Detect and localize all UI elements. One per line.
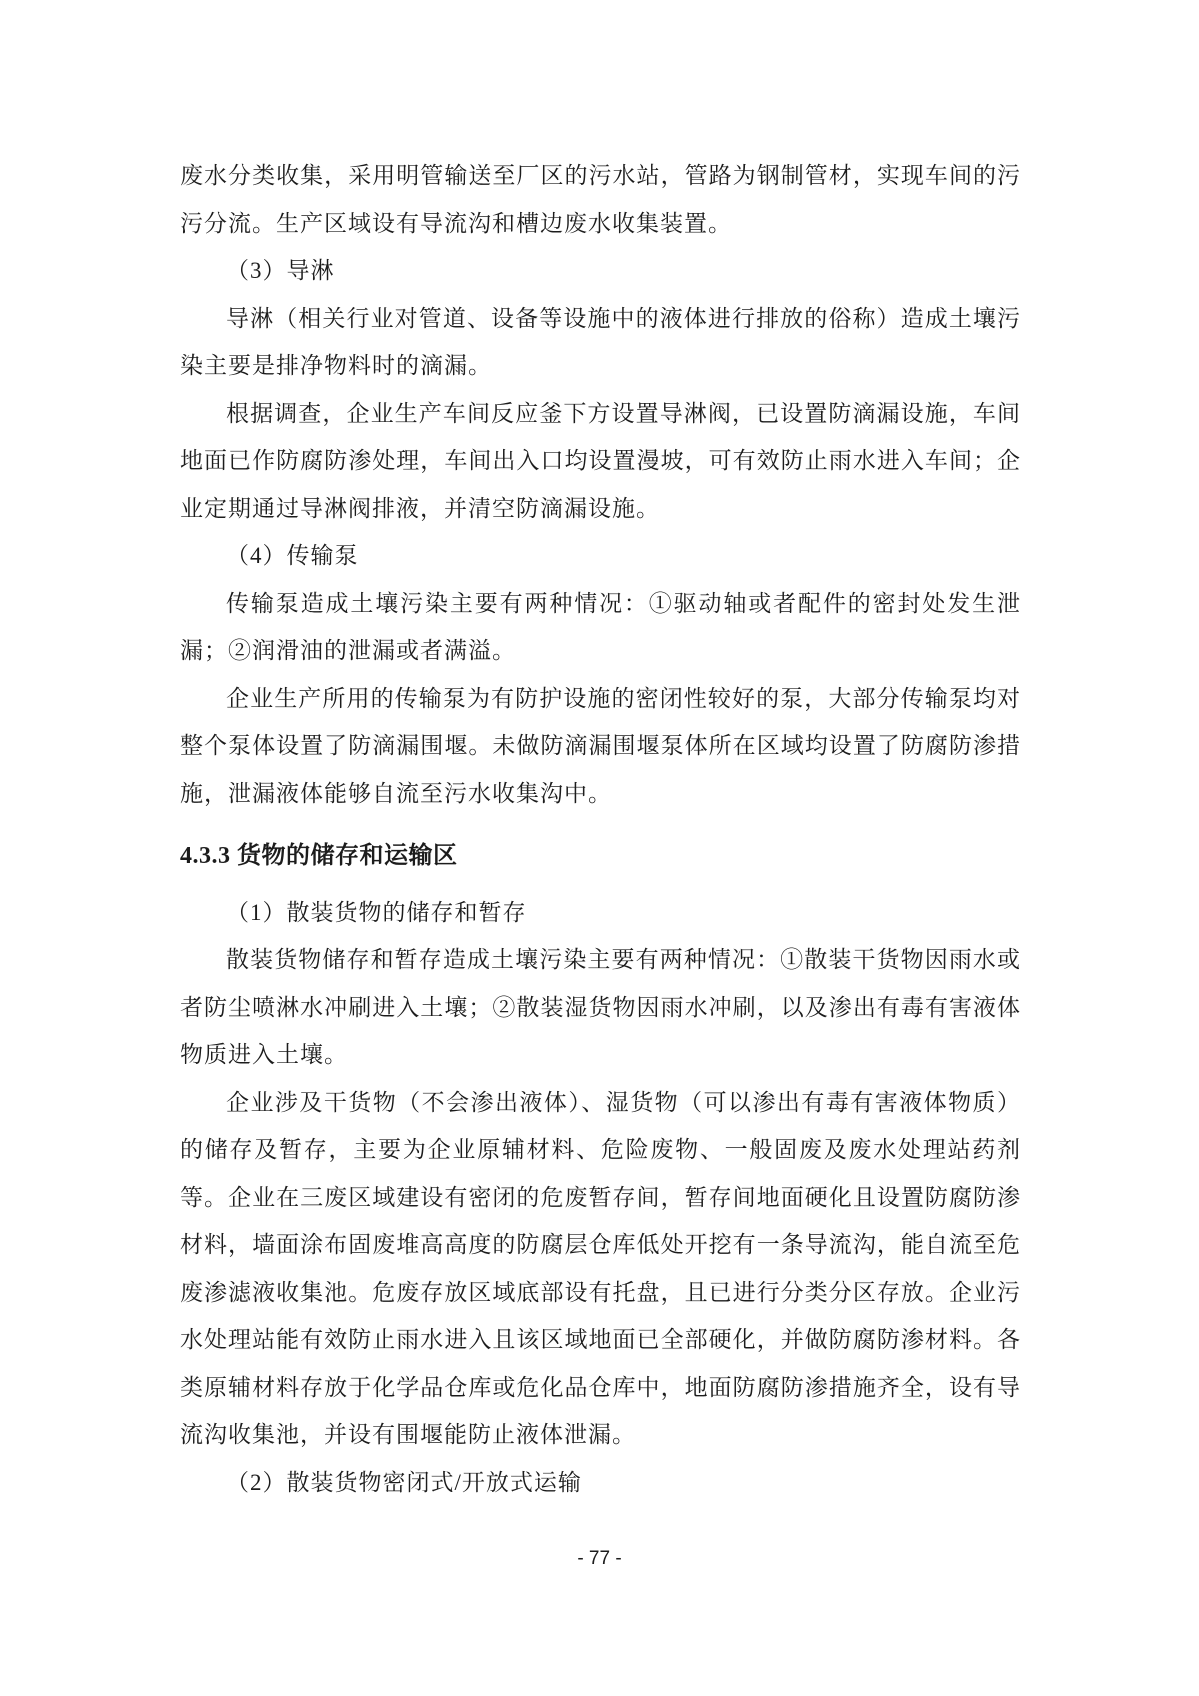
paragraph: （4）传输泵 xyxy=(226,543,359,568)
section-heading: 4.3.3 货物的储存和运输区 xyxy=(180,843,458,869)
paragraph: 导淋（相关行业对管道、设备等设施中的液体进行排放的俗称）造成土壤污染主要是排净物料时的滴漏。 xyxy=(180,305,1021,378)
paragraph: （2）散装货物密闭式/开放式运输 xyxy=(226,1469,582,1495)
paragraph: （3）导淋 xyxy=(226,258,335,283)
paragraph: 散装货物储存和暂存造成土壤污染主要有两种情况：①散装干货物因雨水或者防尘喷淋水冲刷进入土壤；②散装湿货物因雨水冲刷，以及渗出有毒有害液体物质进入土壤。 xyxy=(180,947,1021,1067)
paragraph: 废水分类收集，采用明管输送至厂区的污水站，管路为钢制管材，实现车间的污污分流。生产区域设有导流沟和槽边废水收集装置。 xyxy=(180,163,1021,236)
paragraph: （1）散装货物的储存和暂存 xyxy=(226,899,527,925)
paragraph: 企业涉及干货物（不会渗出液体）、湿货物（可以渗出有毒有害液体物质）的储存及暂存，主要为企业原辅材料、危险废物、一般固废及废水处理站药剂等。企业在三废区域建设有密闭的危废暂存间，暂存间地面硬化且设置防腐防渗材料，墙面涂布固废堆高高度的防腐层仓库低处开挖有一条导流沟，能自流至危废渗滤液收集池。危废存放区域底部设有托盘，且已进行分类分区存放。企业污水处理站能有效防止雨水进入且该区域地面已全部硬化，并做防腐防渗材料。各类原辅材料存放于化学品仓库或危化品仓库中，地面防腐防渗措施齐全，设有导流沟收集池，并设有围堰能防止液体泄漏。 xyxy=(180,1089,1021,1447)
paragraph: 传输泵造成土壤污染主要有两种情况：①驱动轴或者配件的密封处发生泄漏；②润滑油的泄漏或者满溢。 xyxy=(180,590,1021,663)
paragraph: 企业生产所用的传输泵为有防护设施的密闭性较好的泵，大部分传输泵均对整个泵体设置了防滴漏围堰。未做防滴漏围堰泵体所在区域均设置了防腐防渗措施，泄漏液体能够自流至污水收集沟中。 xyxy=(180,685,1021,806)
paragraph: 根据调查，企业生产车间反应釜下方设置导淋阀，已设置防滴漏设施，车间地面已作防腐防渗处理，车间出入口均设置漫坡，可有效防止雨水进入车间；企业定期通过导淋阀排液，并清空防滴漏设施。 xyxy=(180,400,1021,521)
page-footer xyxy=(0,1548,1199,1570)
page-number: - 77 - xyxy=(577,1548,622,1569)
document-body xyxy=(180,152,1021,1506)
